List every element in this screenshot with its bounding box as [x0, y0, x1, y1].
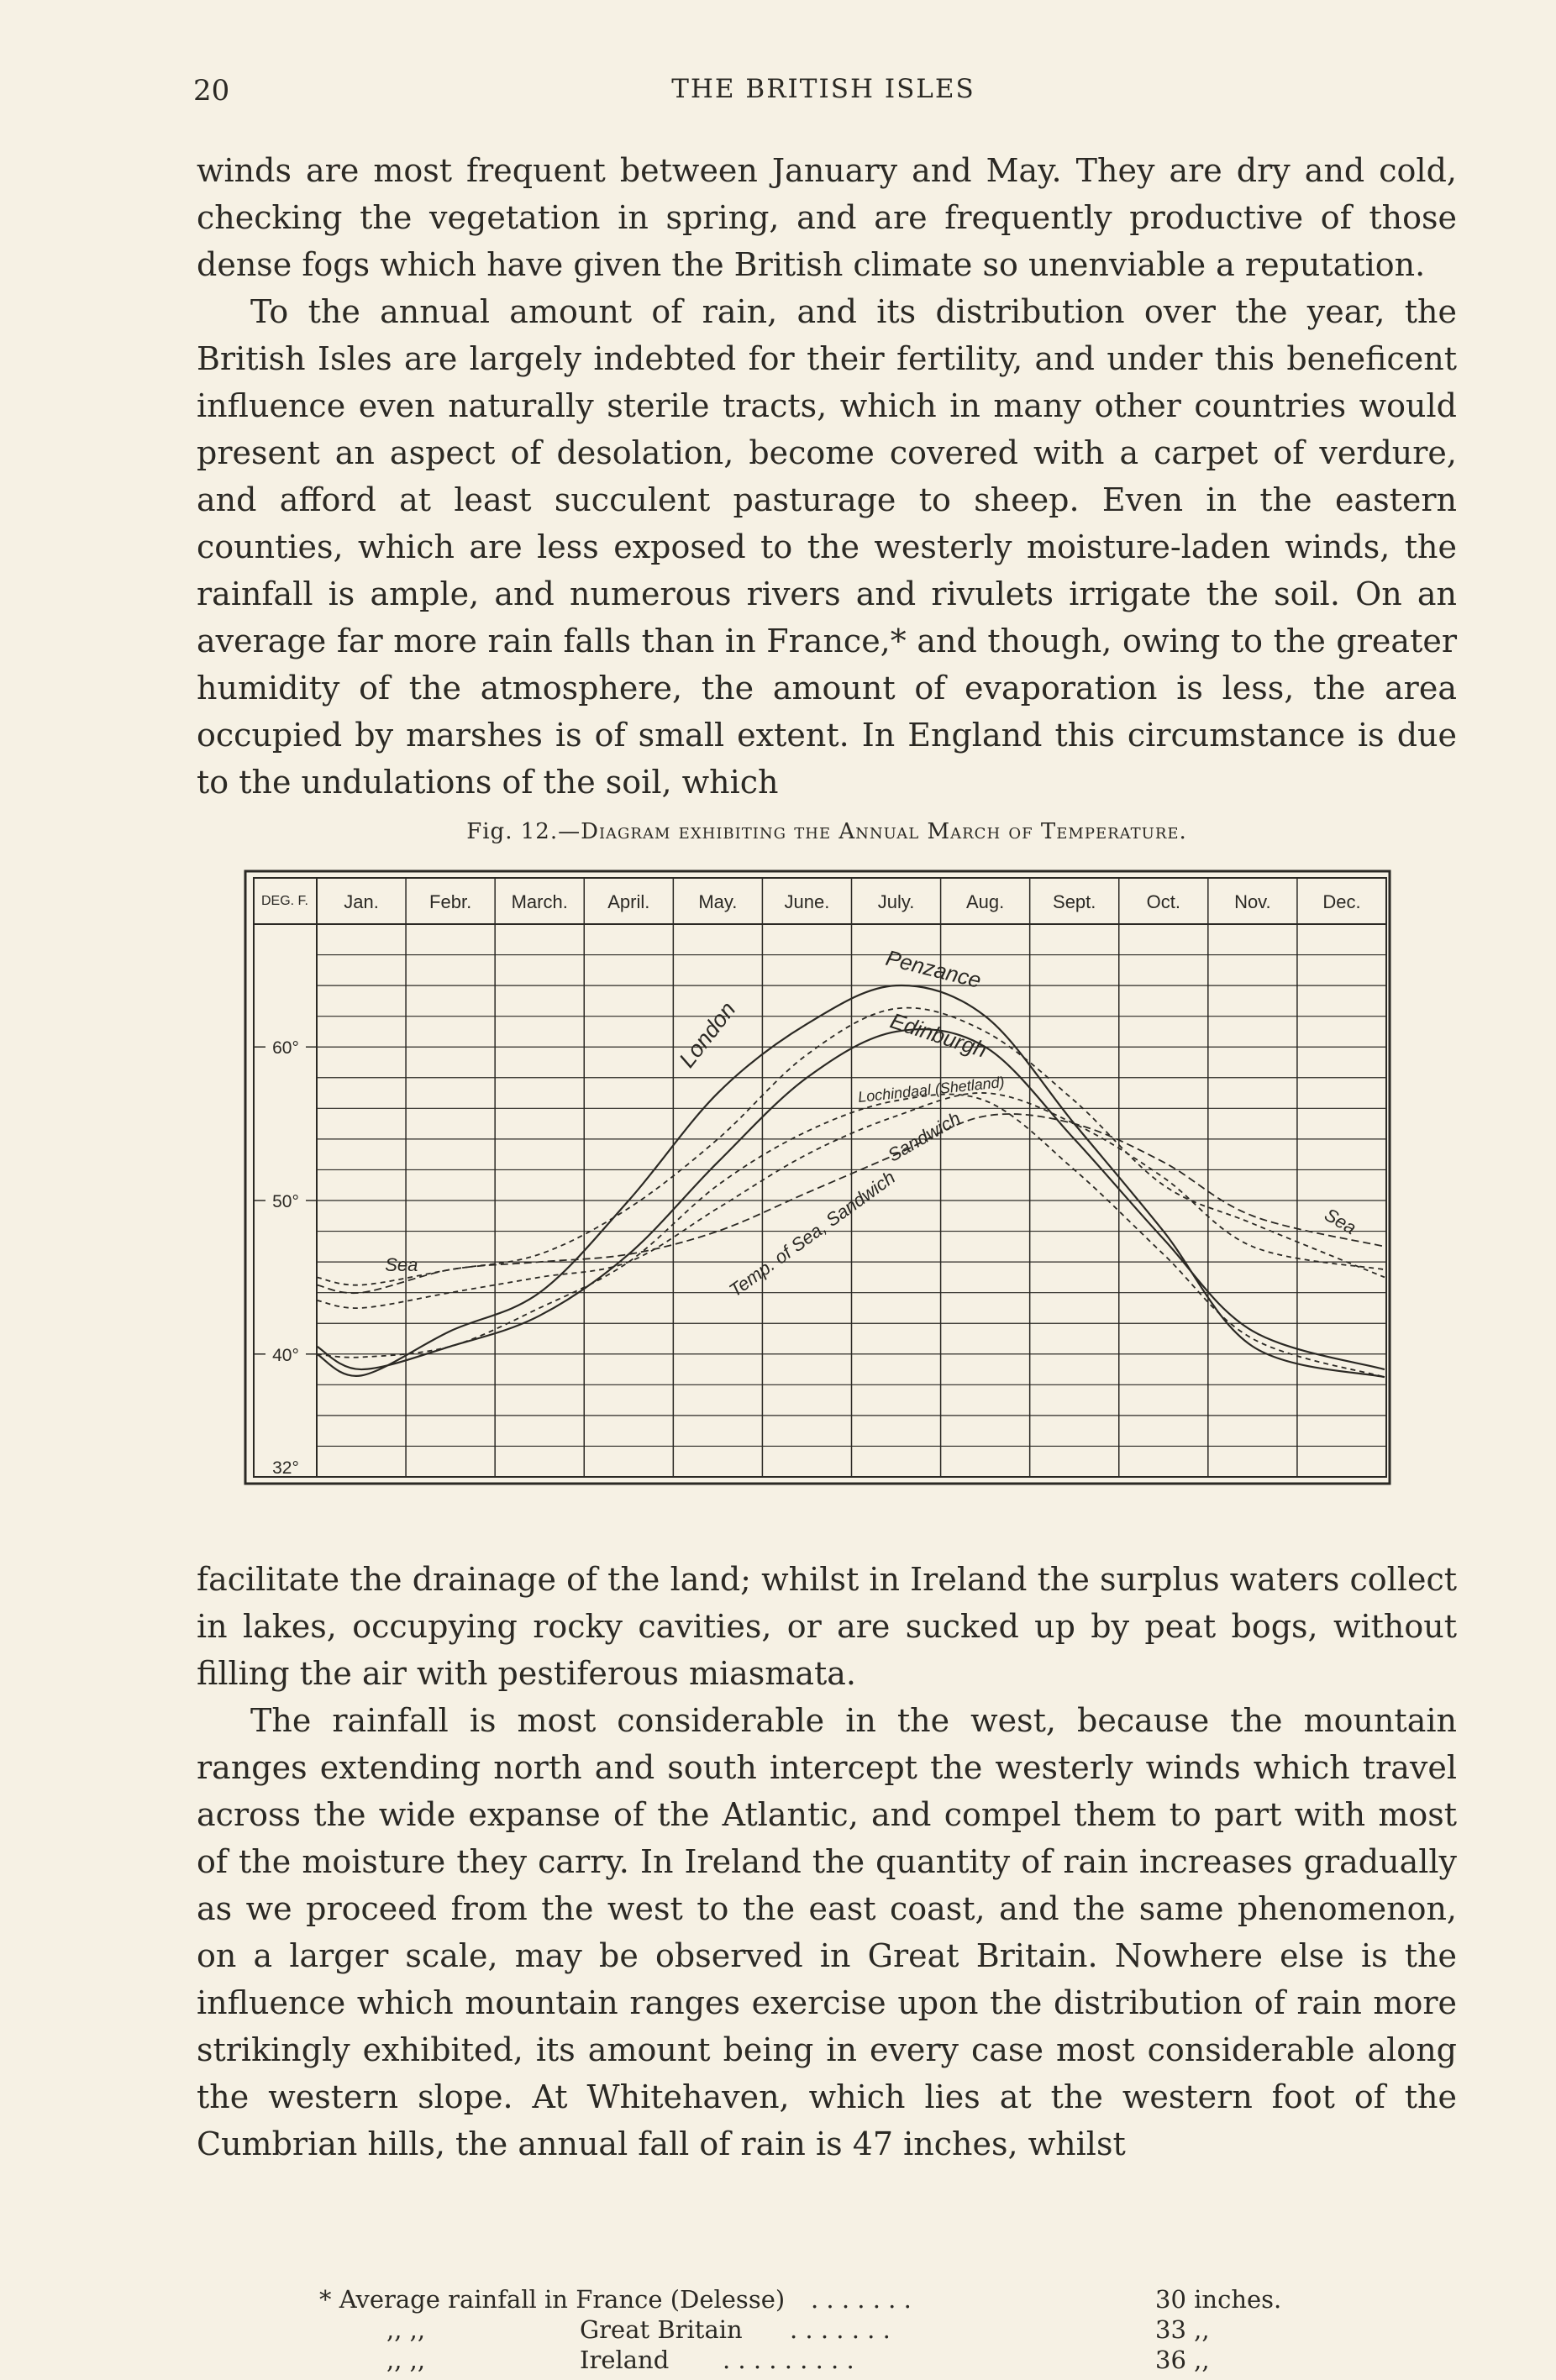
curve-label: Penzance: [883, 944, 984, 993]
figure-title: Diagram exhibiting the Annual March of Temperature.: [581, 819, 1187, 844]
chart-frame: [254, 878, 1386, 1477]
curve-label: Lochindaal (Shetland): [857, 1073, 1006, 1106]
footnote-ditto: ,, ,,: [386, 2346, 426, 2374]
chart-outer-frame: [245, 871, 1390, 1484]
curve-label: Sea: [385, 1254, 418, 1276]
footnote-dots: . . . . . . . . .: [723, 2346, 854, 2374]
month-label: Sept.: [1053, 891, 1096, 912]
chart-axis-labels: [254, 891, 1361, 1478]
month-label: May.: [698, 891, 738, 912]
body-text-bottom: [197, 1556, 1457, 2167]
curve-label: Sandwich: [884, 1107, 965, 1166]
y-tick-label: 50°: [272, 1192, 299, 1211]
footnote-dots: . . . . . . .: [811, 2285, 912, 2314]
curve-label: Edinburgh: [887, 1007, 991, 1063]
y-tick-label: 60°: [272, 1038, 299, 1059]
chart-annotations: [385, 945, 1359, 1301]
paragraph: The rainfall is most considerable in the west, because the mountain ranges extending north and south intercept the westerly winds which travel across the wide expanse of the Atlantic, and compel them to part with most of the moisture they carry. In Ireland the quantity of rain increases gradually as we proceed from the west to the east coast, and the same phenomenon, on a larger scale, may be observed in Great Britain. Nowhere else is the influence which mountain ranges exercise upon the distribution of rain more strikingly exhibited, its amount being in every case most considerable along the western slope. At Whitehaven, which lies at the western foot of the Cumbrian hills, the annual fall of rain is 47 inches, whilst: [197, 1702, 1457, 2162]
month-label: Aug.: [965, 891, 1005, 912]
y-tick-label: 32°: [272, 1458, 299, 1478]
paragraph: To the annual amount of rain, and its distribution over the year, the British Isles are largely indebted for their fertility, and under this beneficent influence even naturally sterile tracts, which in many other countries would present an aspect of desolation, become covered with a carpet of verdure, and afford at least succulent pasturage to sheep. Even in the eastern counties, which are less exposed to the westerly moisture-laden winds, the rainfall is ample, and numerous rivers and rivulets irrigate the soil. On an average far more rain falls than in France,* and though, owing to the greater humidity of the atmosphere, the amount of evaporation is less, the area occupied by marshes is of small extent. In England this circumstance is due to the undulations of the soil, which: [197, 293, 1457, 801]
curve-label: London: [674, 996, 741, 1073]
figure-number: Fig. 12.—: [466, 819, 581, 844]
series-line-lochindaal-shetland-: [317, 1095, 1385, 1378]
y-tick-label: 40°: [272, 1345, 299, 1365]
curve-label: Temp. of Sea, Sandwich: [725, 1166, 900, 1301]
month-label: Dec.: [1322, 891, 1361, 912]
chart-grid: [245, 871, 1390, 1484]
footnote-value: 30 inches.: [1155, 2285, 1282, 2314]
footnote-label: Ireland: [580, 2346, 670, 2374]
month-label: Jan.: [344, 891, 379, 912]
temperature-chart: [239, 865, 1398, 1504]
month-label: Nov.: [1234, 891, 1271, 912]
figure-caption: [197, 819, 1457, 844]
chart-series: [317, 985, 1385, 1377]
footnote-visible: [0, 2285, 1556, 2377]
footnote-text: * Average rainfall in France (Delesse): [319, 2285, 786, 2314]
footnote-dots: . . . . . . .: [790, 2315, 891, 2344]
page-header: [193, 74, 1453, 111]
curve-label: Sea: [1321, 1203, 1360, 1239]
footnote-value: 36 ,,: [1155, 2346, 1210, 2374]
page-number: 20: [193, 74, 230, 108]
body-text-top: [197, 147, 1457, 806]
paragraph: winds are most frequent between January and May. They are dry and cold, checking the vegetation in spring, and are frequently productive of those dense fogs which have given the British climate so unenviable a reputation.: [197, 152, 1457, 283]
y-axis-title: DEG. F.: [260, 894, 309, 908]
month-label: June.: [784, 891, 830, 912]
month-label: Febr.: [429, 891, 472, 912]
footnote-label: Great Britain: [580, 2315, 743, 2344]
footnote-ditto: ,, ,,: [386, 2315, 426, 2344]
month-label: Oct.: [1146, 891, 1180, 912]
running-title: THE BRITISH ISLES: [671, 74, 975, 104]
footnote-value: 33 ,,: [1155, 2315, 1210, 2344]
paragraph: facilitate the drainage of the land; whilst in Ireland the surplus waters collect in lakes, occupying rocky cavities, or are sucked up by peat bogs, without filling the air with pestiferous miasmata.: [197, 1561, 1457, 1692]
month-label: July.: [877, 891, 915, 912]
month-label: April.: [607, 891, 650, 912]
month-label: March.: [511, 891, 568, 912]
